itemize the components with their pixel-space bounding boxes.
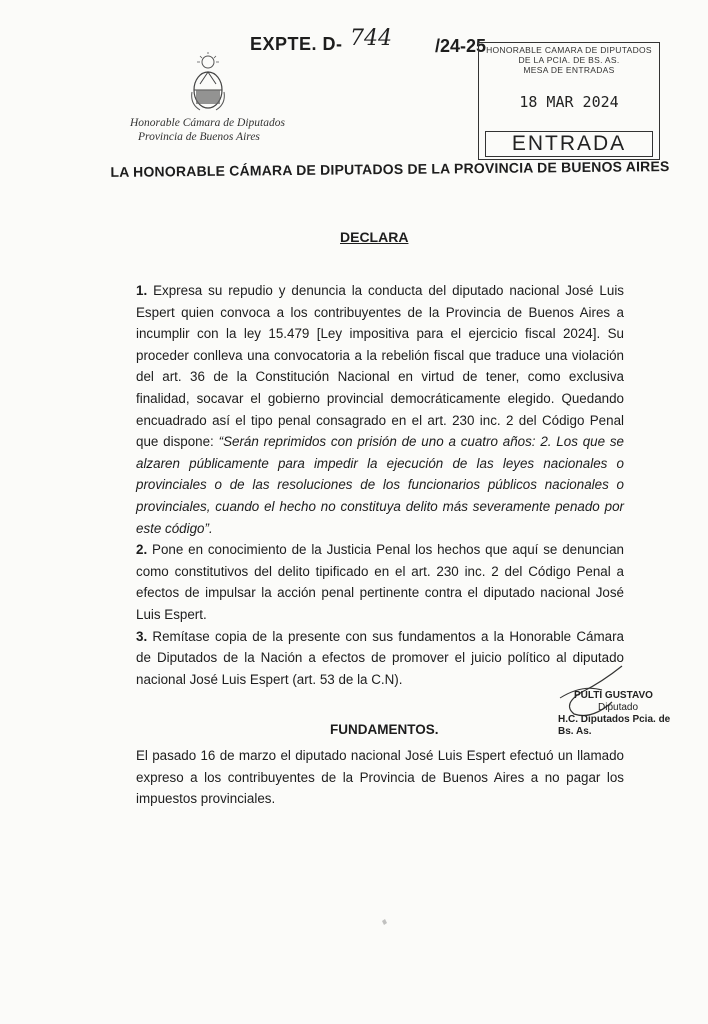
institution-line-1: Honorable Cámara de Diputados [130,117,285,129]
stamp-header [479,45,659,75]
item-text: Pone en conocimiento de la Justicia Penal los hechos que aquí se denuncian como constitutivos del delito tipificado en el art. 230 inc. 2 del Código Penal a efectos de impulsar la acción penal pertinente contra el diputado nacional José Luis Espert. [136,542,624,622]
entry-stamp [478,42,660,160]
signature-block [558,690,688,738]
stamp-line-3: MESA DE ENTRADAS [523,65,615,75]
item-number: 2. [136,542,148,558]
institution-line-2: Provincia de Buenos Aires [138,131,260,143]
penal-code-quote: “Serán reprimidos con prisión de uno a cuatro años: 2. Los que se alzaren públicamente para impedir la ejecución de las leyes nacionales o provinciales o de las resoluciones de los funcionarios públicos nacionales o provinciales, cuando el hecho no constituya delito más severamente penado por este código”. [136,434,624,536]
signature-body: H.C. Diputados Pcia. de Bs. As. [558,714,671,737]
stamp-date: 18 MAR 2024 [519,93,619,111]
provincial-crest-icon [190,52,226,114]
paper-speck-mark [378,915,392,929]
stamp-entrada-box: ENTRADA [485,131,653,157]
declaration-item-1 [136,280,624,539]
section-heading-declara: DECLARA [340,229,409,245]
fundamentos-body [136,745,624,810]
expediente-suffix: /24-25 [435,36,487,56]
expediente-label: EXPTE. D- [250,34,343,54]
institution-name [130,116,285,144]
declaration-body [136,280,624,690]
signature-name: PULTI GUSTAVO [574,690,653,701]
section-heading-fundamentos: FUNDAMENTOS. [330,722,439,737]
declaration-item-3 [136,626,624,691]
item-number: 3. [136,628,148,644]
item-text: Remítase copia de la presente con sus fundamentos a la Honorable Cámara de Diputados de la Nación a efectos de promover el juicio político al diputado nacional José Luis Espert (art. 53 de la C.N). [136,628,624,687]
expediente-number-handwritten: 744 [350,26,392,51]
stamp-line-1: HONORABLE CAMARA DE DIPUTADOS [486,45,652,55]
item-text: Expresa su repudio y denuncia la conducta del diputado nacional José Luis Espert quien convoca a los contribuyentes de la Provincia de Buenos Aires a incumplir con la ley 15.479 [Ley impositiva para el ejercicio fiscal 2024]. Su proceder conlleva una convocatoria a la rebelión fiscal que traduce una violación del art. 36 de la Constitución Nacional en virtud de tener, como exclusiva finalidad, socavar el gobierno provincial democráticamente elegido. Quedando encuadrado así el tipo penal consagrado en el art. 230 inc. 2 del Código Penal que dispone: [136,283,624,450]
item-number: 1. [136,283,148,298]
stamp-line-2: DE LA PCIA. DE BS. AS. [518,55,620,65]
document-title: LA HONORABLE CÁMARA DE DIPUTADOS DE LA PROVINCIA DE BUENOS AIRES [110,158,670,180]
declaration-item-2 [136,539,624,625]
fundamentos-paragraph: El pasado 16 de marzo el diputado nacional José Luis Espert efectuó un llamado expreso a los contribuyentes de la Provincia de Buenos Aires a no pagar los impuestos provinciales. [136,748,624,807]
signature-role: Diputado [598,702,639,713]
